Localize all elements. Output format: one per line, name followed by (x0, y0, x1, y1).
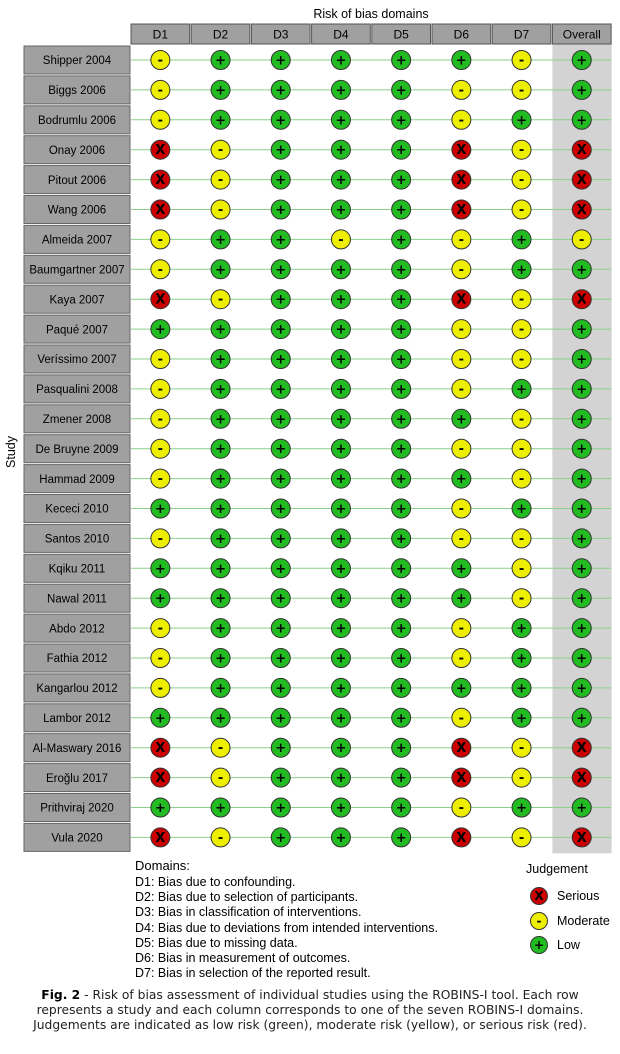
study-label: Fathia 2012 (46, 653, 108, 666)
judgement-symbol: X (456, 830, 467, 846)
judgement-symbol: + (455, 591, 467, 607)
judgement-symbol: + (395, 203, 407, 218)
study-label: Biggs 2006 (48, 85, 106, 98)
caption-text: - Risk of bias assessment of individual studies using the ROBINS-I tool. Each row represents a study and each column corresponds to one of the seven ROBINS-I domains. Judgements are indicated as low risk (green), moderate risk (yellow), or serious risk (red). (33, 988, 587, 1032)
judgement-symbol: + (576, 113, 588, 129)
judgement-symbol: + (395, 830, 407, 846)
judgement-legend-label: Serious (557, 889, 600, 904)
judgement-symbol: + (215, 472, 227, 488)
study-label: Bodrumlu 2006 (38, 115, 116, 127)
chart-title: Risk of bias domains (313, 7, 429, 21)
judgement-symbol: + (576, 801, 588, 816)
judgement-symbol: + (576, 711, 588, 727)
judgement-legend-label: Low (557, 938, 580, 953)
judgement-symbol: + (395, 681, 407, 697)
judgement-symbol: + (335, 502, 347, 517)
domains-legend-title: Domains: (135, 858, 190, 873)
judgement-symbol: + (516, 502, 528, 517)
judgement-symbol: - (458, 801, 465, 816)
judgement-symbol: + (215, 442, 227, 458)
judgement-legend (530, 884, 610, 958)
judgement-symbol: - (458, 442, 465, 458)
judgement-symbol: X (155, 292, 166, 308)
judgement-symbol: + (395, 143, 407, 159)
judgement-symbol: - (458, 352, 465, 368)
judgement-symbol: - (217, 771, 224, 787)
judgement-symbol: + (215, 621, 227, 637)
judgement-symbol: - (458, 502, 465, 517)
judgement-symbol: X (155, 830, 166, 846)
judgement-symbol: + (275, 472, 287, 488)
judgement-symbol: + (335, 830, 347, 846)
judgement-symbol: + (335, 412, 347, 428)
judgement-symbol: + (215, 53, 227, 69)
judgement-symbol: + (215, 83, 227, 99)
domain-legend-item: D1: Bias due to confounding. (135, 875, 296, 889)
moderate-minus-icon: - (530, 912, 548, 930)
judgement-symbol: X (155, 203, 166, 218)
judgement-symbol: + (516, 113, 528, 129)
judgement-symbol: X (456, 292, 467, 308)
judgement-symbol: + (275, 442, 287, 458)
judgement-symbol: + (335, 771, 347, 787)
judgement-symbol: + (516, 621, 528, 637)
judgement-symbol: - (518, 173, 525, 189)
judgement-symbol: + (335, 591, 347, 607)
domain-legend-item: D3: Bias in classification of interventions. (135, 905, 362, 920)
judgement-symbol: - (458, 322, 465, 338)
judgement-symbol: + (275, 681, 287, 697)
judgement-symbol: - (518, 203, 525, 218)
judgement-symbol: + (395, 771, 407, 787)
judgement-symbol: - (157, 651, 164, 667)
judgement-symbol: + (395, 53, 407, 69)
judgement-symbol: + (275, 651, 287, 667)
judgement-symbol: X (456, 771, 467, 787)
study-label: Almeida 2007 (41, 234, 113, 247)
judgement-symbol: + (275, 711, 287, 727)
judgement-symbol: - (518, 53, 525, 69)
judgement-symbol: + (335, 651, 347, 667)
study-label: Baumgartner 2007 (29, 264, 125, 277)
judgement-symbol: + (335, 322, 347, 338)
study-label: Pitout 2006 (47, 174, 107, 187)
judgement-symbol: + (275, 591, 287, 607)
judgement-symbol: - (518, 322, 525, 338)
judgement-symbol: + (576, 442, 588, 458)
judgement-symbol: + (215, 801, 227, 816)
judgement-symbol: - (338, 232, 344, 248)
study-label: Wang 2006 (47, 204, 107, 217)
judgement-symbol: X (576, 830, 587, 846)
judgement-symbol: + (275, 621, 287, 637)
judgement-symbol: + (215, 502, 227, 517)
judgement-symbol: + (215, 681, 227, 697)
judgement-symbol: + (395, 232, 407, 248)
judgement-symbol: + (395, 83, 407, 99)
study-label: Prithviraj 2020 (40, 802, 114, 815)
judgement-symbol: + (275, 352, 287, 368)
judgement-symbol: + (576, 53, 588, 69)
judgement-symbol: + (576, 651, 588, 667)
judgement-symbol: - (157, 113, 164, 129)
column-header-label: D4 (333, 27, 349, 42)
judgement-symbol: X (456, 203, 467, 218)
judgement-symbol: X (576, 292, 587, 308)
judgement-symbol: + (215, 262, 227, 278)
judgement-symbol: + (335, 561, 347, 577)
domain-legend-item: D4: Bias due to deviations from intended interventions. (135, 920, 438, 935)
judgement-symbol: + (275, 830, 287, 846)
judgement-symbol: + (154, 711, 166, 727)
judgement-symbol: + (395, 113, 407, 129)
judgement-symbol: - (518, 83, 525, 99)
judgement-symbol: + (275, 232, 287, 248)
judgement-symbol: + (215, 232, 227, 248)
judgement-symbol: - (157, 53, 164, 69)
judgement-symbol: X (456, 173, 467, 189)
judgement-symbol: X (576, 173, 587, 189)
study-label: Hammad 2009 (39, 473, 115, 486)
judgement-symbol: + (576, 502, 588, 517)
judgement-symbol: + (576, 352, 588, 368)
judgement-symbol: + (154, 502, 166, 517)
domain-legend-item: D5: Bias due to missing data. (135, 935, 298, 950)
judgement-symbol: + (395, 442, 407, 458)
judgement-symbol: - (518, 741, 525, 757)
judgement-symbol: + (335, 801, 347, 816)
domain-legend-item: D7: Bias in selection of the reported result. (135, 966, 371, 981)
judgement-symbol: + (335, 83, 347, 99)
judgement-symbol: + (395, 412, 407, 428)
judgement-symbol: + (275, 531, 287, 547)
judgement-symbol: - (157, 83, 164, 99)
judgement-symbol: + (275, 113, 287, 129)
judgement-symbol: - (157, 472, 164, 488)
judgement-symbol: + (215, 352, 227, 368)
judgement-symbol: + (154, 561, 166, 577)
judgement-symbol: + (576, 382, 588, 398)
column-header-label: D6 (453, 27, 470, 42)
judgement-symbol: - (518, 830, 525, 846)
study-label: Lambor 2012 (43, 713, 111, 725)
judgement-legend-serious (530, 884, 610, 909)
study-label: Abdo 2012 (49, 623, 105, 636)
judgement-symbol: + (576, 83, 588, 99)
judgement-symbol: + (215, 651, 227, 667)
judgement-symbol: - (157, 382, 164, 398)
judgement-symbol: + (335, 113, 347, 129)
judgement-symbol: - (157, 442, 164, 458)
judgement-symbol: X (155, 173, 166, 189)
judgement-symbol: + (576, 531, 588, 547)
domain-legend-item: D6: Bias in measurement of outcomes. (135, 951, 351, 966)
judgement-symbol: + (516, 681, 528, 697)
judgement-symbol: + (395, 382, 407, 398)
judgement-symbol: + (516, 711, 528, 727)
judgement-symbol: + (455, 412, 467, 428)
judgement-symbol: + (395, 651, 407, 667)
judgement-symbol: - (458, 113, 465, 129)
judgement-symbol: - (217, 741, 224, 757)
judgement-symbol: + (455, 53, 467, 69)
judgement-symbol: + (335, 681, 347, 697)
study-label: Santos 2010 (44, 533, 110, 546)
judgement-symbol: + (154, 591, 166, 607)
judgement-legend-label: Moderate (557, 913, 610, 928)
judgement-symbol: - (157, 352, 164, 368)
judgement-symbol: + (455, 561, 467, 577)
judgement-symbol: - (157, 531, 164, 547)
judgement-symbol: + (516, 382, 528, 398)
judgement-symbol: + (576, 322, 588, 338)
judgement-symbol: - (458, 531, 465, 547)
judgement-symbol: + (395, 173, 407, 189)
judgement-symbol: + (275, 203, 287, 218)
judgement-symbol: + (275, 53, 287, 69)
judgement-symbol: X (576, 741, 587, 757)
judgement-symbol: + (154, 801, 166, 816)
column-header-label: D2 (212, 27, 229, 42)
judgement-symbol: + (335, 711, 347, 727)
study-label: Paqué 2007 (45, 324, 109, 337)
judgement-symbol: + (455, 681, 467, 697)
judgement-symbol: + (335, 442, 347, 458)
judgement-symbol: + (275, 561, 287, 577)
domain-legend-item: D2: Bias due to selection of participants. (135, 890, 359, 905)
judgement-symbol: + (215, 711, 227, 727)
judgement-symbol: - (157, 262, 164, 278)
judgement-symbol: + (395, 711, 407, 727)
judgement-symbol: - (518, 561, 525, 577)
study-label: De Bruyne 2009 (35, 443, 119, 456)
judgement-symbol: - (157, 412, 164, 428)
judgement-symbol: - (518, 472, 525, 488)
judgement-legend-low (530, 933, 610, 958)
y-axis-label: Study (4, 436, 18, 468)
judgement-symbol: - (458, 711, 465, 727)
judgement-symbol: + (576, 561, 588, 577)
judgement-symbol: + (516, 262, 528, 278)
study-label: Veríssimo 2007 (37, 354, 117, 367)
judgement-symbol: + (576, 681, 588, 697)
judgement-symbol: - (458, 651, 465, 667)
judgement-symbol: + (215, 561, 227, 577)
plot-grid (24, 24, 612, 853)
judgement-symbol: + (395, 472, 407, 488)
judgement-symbol: + (335, 472, 347, 488)
study-label: Vula 2020 (51, 832, 103, 845)
judgement-symbol: + (395, 322, 407, 338)
judgement-symbol: + (275, 83, 287, 99)
judgement-symbol: - (458, 232, 465, 248)
judgement-symbol: X (456, 741, 467, 757)
judgement-symbol: - (518, 352, 525, 368)
judgement-symbol: - (518, 442, 525, 458)
judgement-symbol: + (275, 502, 287, 517)
judgement-symbol: + (516, 232, 528, 248)
judgement-symbol: + (516, 801, 528, 816)
judgement-symbol: - (518, 292, 525, 308)
judgement-symbol: + (395, 502, 407, 517)
judgement-symbol: + (576, 262, 588, 278)
judgement-symbol: + (275, 412, 287, 428)
judgement-symbol: + (335, 173, 347, 189)
study-label: Eroğlu 2017 (45, 772, 109, 785)
judgement-symbol: - (518, 531, 525, 547)
judgement-symbol: + (395, 591, 407, 607)
judgement-symbol: X (576, 143, 587, 159)
judgement-symbol: - (518, 771, 525, 787)
judgement-symbol: + (275, 322, 287, 338)
judgement-symbol: X (155, 741, 166, 757)
judgement-symbol: X (576, 771, 587, 787)
study-label: Kececi 2010 (45, 503, 109, 516)
judgement-symbol: + (335, 292, 347, 308)
judgement-symbol: + (335, 143, 347, 159)
judgement-symbol: + (275, 143, 287, 159)
judgement-symbol: + (335, 531, 347, 547)
judgement-legend-title: Judgement (526, 862, 588, 876)
serious-x-icon: X (530, 887, 548, 905)
figure-caption (8, 988, 612, 1033)
judgement-symbol: + (275, 741, 287, 757)
judgement-symbol: - (157, 232, 164, 248)
judgement-symbol: + (215, 113, 227, 129)
judgement-symbol: + (215, 412, 227, 428)
judgement-symbol: + (395, 741, 407, 757)
caption-label: Fig. 2 (41, 988, 81, 1002)
judgement-symbol: + (275, 771, 287, 787)
judgement-symbol: + (576, 621, 588, 637)
judgement-symbol: - (217, 173, 224, 189)
judgement-symbol: + (395, 801, 407, 816)
judgement-symbol: + (275, 173, 287, 189)
judgement-symbol: + (215, 591, 227, 607)
study-label: Kqiku 2011 (48, 563, 106, 576)
judgement-symbol: + (335, 741, 347, 757)
judgement-symbol: - (217, 830, 224, 846)
column-header-label: D5 (393, 27, 409, 42)
judgement-symbol: + (395, 561, 407, 577)
judgement-symbol: + (576, 412, 588, 428)
judgement-symbol: + (395, 621, 407, 637)
column-header-label: D7 (513, 27, 530, 42)
judgement-symbol: + (275, 262, 287, 278)
judgement-symbol: + (395, 352, 407, 368)
judgement-symbol: X (576, 203, 587, 218)
judgement-symbol: + (576, 591, 588, 607)
judgement-symbol: X (155, 771, 166, 787)
column-header-label: D3 (273, 27, 289, 42)
judgement-symbol: - (217, 203, 224, 218)
judgement-symbol: + (215, 382, 227, 398)
judgement-symbol: X (155, 143, 166, 159)
judgement-symbol: + (335, 262, 347, 278)
judgement-symbol: + (395, 262, 407, 278)
judgement-symbol: + (335, 352, 347, 368)
study-label: Kaya 2007 (49, 294, 105, 307)
column-header-label: D1 (152, 27, 169, 42)
study-label: Onay 2006 (48, 144, 106, 157)
judgement-symbol: - (458, 83, 465, 99)
domains-legend (135, 875, 438, 981)
judgement-symbol: + (516, 651, 528, 667)
judgement-symbol: + (275, 382, 287, 398)
judgement-symbol: + (455, 472, 467, 488)
judgement-symbol: - (217, 143, 224, 159)
judgement-symbol: + (335, 203, 347, 218)
study-label: Pasqualini 2008 (36, 384, 118, 397)
judgement-symbol: + (335, 621, 347, 637)
study-label: Al-Maswary 2016 (32, 742, 122, 755)
judgement-symbol: X (456, 143, 467, 159)
low-plus-icon: + (530, 936, 548, 954)
judgement-legend-moderate (530, 909, 610, 934)
judgement-symbol: - (458, 621, 465, 637)
judgement-symbol: + (576, 472, 588, 488)
judgement-symbol: + (335, 53, 347, 69)
judgement-symbol: - (518, 412, 525, 428)
judgement-symbol: - (458, 262, 465, 278)
column-header-label: Overall (562, 27, 601, 42)
judgement-symbol: - (157, 621, 164, 637)
study-label: Shipper 2004 (42, 55, 112, 68)
judgement-symbol: + (154, 322, 166, 338)
judgement-symbol: - (458, 382, 465, 398)
judgement-symbol: + (215, 322, 227, 338)
judgement-symbol: + (275, 292, 287, 308)
judgement-symbol: - (217, 292, 224, 308)
judgement-symbol: + (215, 531, 227, 547)
judgement-symbol: + (395, 292, 407, 308)
judgement-symbol: + (275, 801, 287, 816)
study-label: Nawal 2011 (47, 593, 107, 606)
judgement-symbol: - (518, 143, 525, 159)
judgement-symbol: - (518, 591, 525, 607)
study-label: Kangarlou 2012 (36, 683, 118, 696)
judgement-symbol: + (335, 382, 347, 398)
judgement-symbol: + (395, 531, 407, 547)
study-label: Zmener 2008 (42, 414, 112, 426)
judgement-symbol: - (157, 681, 164, 697)
judgement-symbol: - (579, 232, 585, 248)
